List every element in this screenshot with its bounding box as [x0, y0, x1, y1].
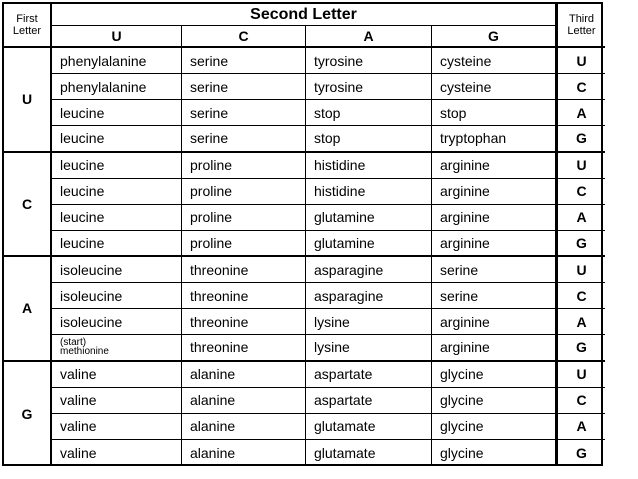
amino-acid-cell: glycine	[432, 362, 556, 388]
amino-acid-cell: valine	[52, 414, 182, 440]
second-letter-column-header: C	[182, 26, 306, 48]
amino-acid-cell: lysine	[306, 335, 432, 361]
third-letter-cell: U	[556, 362, 605, 388]
amino-acid-cell: glycine	[432, 440, 556, 466]
amino-acid-cell: arginine	[432, 179, 556, 205]
amino-acid-cell: glutamine	[306, 231, 432, 257]
amino-acid-cell: threonine	[182, 283, 306, 309]
third-letter-cell: C	[556, 74, 605, 100]
third-letter-cell: A	[556, 414, 605, 440]
amino-acid-cell: alanine	[182, 362, 306, 388]
amino-acid-cell-line: (start)	[60, 337, 87, 349]
amino-acid-cell: histidine	[306, 153, 432, 179]
amino-acid-cell: leucine	[52, 100, 182, 126]
amino-acid-cell: glutamate	[306, 414, 432, 440]
amino-acid-cell: isoleucine	[52, 257, 182, 283]
amino-acid-cell: glycine	[432, 388, 556, 414]
amino-acid-cell: asparagine	[306, 257, 432, 283]
first-letter-group: G	[4, 362, 52, 467]
first-letter-group: A	[4, 257, 52, 362]
amino-acid-cell: serine	[182, 126, 306, 152]
codon-grid	[4, 4, 601, 464]
amino-acid-cell: tyrosine	[306, 48, 432, 74]
third-letter-cell: A	[556, 205, 605, 231]
third-letter-cell: G	[556, 126, 605, 152]
first-letter-header	[4, 4, 52, 48]
first-letter-group: U	[4, 48, 52, 153]
amino-acid-cell: serine	[182, 74, 306, 100]
amino-acid-cell: proline	[182, 179, 306, 205]
amino-acid-cell: threonine	[182, 257, 306, 283]
amino-acid-cell: cysteine	[432, 48, 556, 74]
amino-acid-cell: lysine	[306, 309, 432, 335]
amino-acid-cell: serine	[432, 283, 556, 309]
amino-acid-cell: leucine	[52, 231, 182, 257]
amino-acid-cell: tyrosine	[306, 74, 432, 100]
amino-acid-cell: arginine	[432, 205, 556, 231]
amino-acid-cell: aspartate	[306, 388, 432, 414]
third-letter-cell: C	[556, 283, 605, 309]
codon-table	[2, 2, 603, 466]
amino-acid-cell: threonine	[182, 335, 306, 361]
amino-acid-cell: tryptophan	[432, 126, 556, 152]
amino-acid-cell: valine	[52, 440, 182, 466]
amino-acid-cell: proline	[182, 153, 306, 179]
amino-acid-cell: leucine	[52, 179, 182, 205]
second-letter-header: Second Letter	[52, 4, 556, 26]
amino-acid-cell: leucine	[52, 153, 182, 179]
amino-acid-cell: glutamine	[306, 205, 432, 231]
amino-acid-cell: threonine	[182, 309, 306, 335]
amino-acid-cell: valine	[52, 362, 182, 388]
third-letter-cell: U	[556, 257, 605, 283]
amino-acid-cell: leucine	[52, 205, 182, 231]
amino-acid-cell: arginine	[432, 231, 556, 257]
third-letter-header	[556, 4, 605, 48]
first-letter-header-line: Letter	[12, 25, 42, 37]
amino-acid-cell: serine	[432, 257, 556, 283]
amino-acid-cell: cysteine	[432, 74, 556, 100]
amino-acid-cell: stop	[306, 126, 432, 152]
second-letter-column-header: U	[52, 26, 182, 48]
amino-acid-cell: arginine	[432, 335, 556, 361]
third-letter-cell: G	[556, 335, 605, 361]
amino-acid-cell: arginine	[432, 153, 556, 179]
amino-acid-cell: arginine	[432, 309, 556, 335]
amino-acid-cell	[52, 335, 182, 361]
amino-acid-cell: isoleucine	[52, 283, 182, 309]
third-letter-header-line: Letter	[567, 25, 596, 37]
third-letter-cell: U	[556, 153, 605, 179]
amino-acid-cell: phenylalanine	[52, 48, 182, 74]
amino-acid-cell: proline	[182, 205, 306, 231]
first-letter-header-line: First	[16, 13, 38, 25]
first-letter-group: C	[4, 153, 52, 258]
amino-acid-cell: serine	[182, 100, 306, 126]
third-letter-cell: A	[556, 100, 605, 126]
amino-acid-cell: leucine	[52, 126, 182, 152]
second-letter-column-header: G	[432, 26, 556, 48]
amino-acid-cell: phenylalanine	[52, 74, 182, 100]
amino-acid-cell: alanine	[182, 440, 306, 466]
amino-acid-cell: histidine	[306, 179, 432, 205]
amino-acid-cell: alanine	[182, 414, 306, 440]
third-letter-cell: G	[556, 440, 605, 466]
amino-acid-cell: asparagine	[306, 283, 432, 309]
amino-acid-cell: isoleucine	[52, 309, 182, 335]
third-letter-cell: U	[556, 48, 605, 74]
amino-acid-cell: alanine	[182, 388, 306, 414]
amino-acid-cell: glycine	[432, 414, 556, 440]
third-letter-cell: C	[556, 388, 605, 414]
amino-acid-cell: stop	[432, 100, 556, 126]
amino-acid-cell: serine	[182, 48, 306, 74]
amino-acid-cell: stop	[306, 100, 432, 126]
third-letter-header-line: Third	[568, 13, 595, 25]
amino-acid-cell-line: methionine	[60, 346, 109, 358]
amino-acid-cell: aspartate	[306, 362, 432, 388]
amino-acid-cell: glutamate	[306, 440, 432, 466]
second-letter-column-header: A	[306, 26, 432, 48]
third-letter-cell: G	[556, 231, 605, 257]
amino-acid-cell: proline	[182, 231, 306, 257]
third-letter-cell: A	[556, 309, 605, 335]
amino-acid-cell: valine	[52, 388, 182, 414]
third-letter-cell: C	[556, 179, 605, 205]
